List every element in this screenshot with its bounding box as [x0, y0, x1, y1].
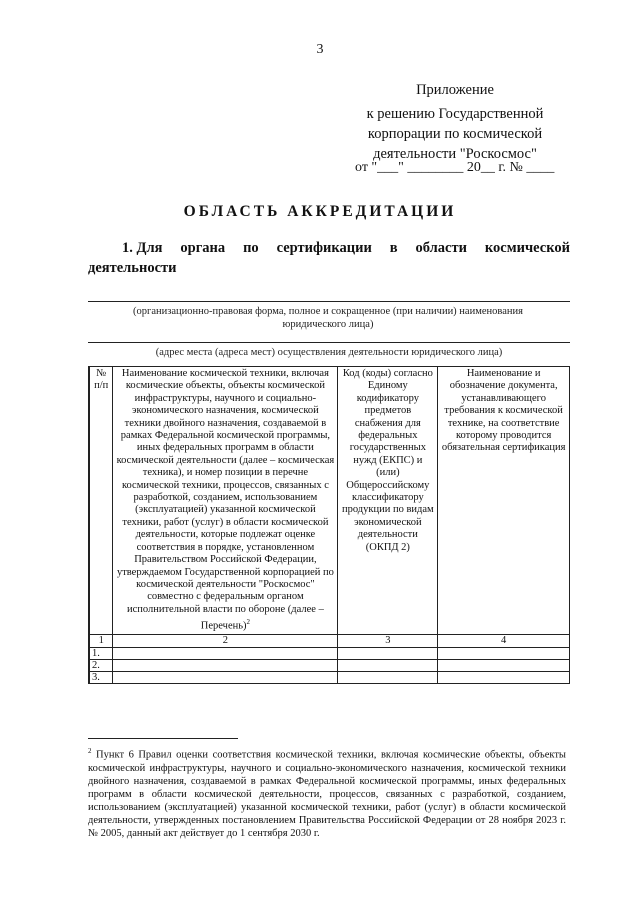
table-row	[89, 648, 570, 660]
document-title: ОБЛАСТЬ АККРЕДИТАЦИИ	[183, 203, 457, 220]
section-heading	[88, 238, 570, 278]
section-word: космической	[484, 240, 570, 256]
footnote-mark: 2	[88, 747, 92, 755]
column-number: 4	[438, 635, 570, 648]
appendix-line: к решению Государственной	[366, 106, 544, 122]
address-line	[88, 342, 570, 343]
section-word: сертификации	[276, 240, 372, 256]
table-row	[89, 672, 570, 684]
section-word: в	[389, 240, 398, 256]
table-cell	[338, 672, 438, 684]
section-heading-line1	[88, 238, 570, 258]
table-column-number-row	[89, 635, 570, 648]
table-header-cell: Код (коды) согласно Единому кодификатору предметов снабжения для федеральных государственных нужд (ЕКПС) и (или) Общероссийскому классификатору продукции по видам экономической деятельности (ОКПД 2)	[338, 367, 438, 635]
table-cell	[438, 672, 570, 684]
table-cell	[113, 660, 338, 672]
org-name-caption: (организационно-правовая форма, полное и сокращенное (при наличии) наименования юридического лица)	[133, 306, 523, 330]
footnote-mark: 2	[246, 618, 251, 627]
table-cell	[338, 648, 438, 660]
appendix-line: корпорации по космической	[367, 126, 543, 142]
table-header-cell	[113, 367, 338, 635]
column-number: 2	[113, 635, 338, 648]
org-name-line	[88, 301, 570, 302]
column-number: 3	[338, 635, 438, 648]
row-number: 2.	[89, 660, 113, 672]
footnote-text: Пункт 6 Правил оценки соответствия космической техники, включая космические объекты, объекты космической инфраструктуры, научного и социально-экономического назначения, космической техники двойного назначения, создаваемой в рамках Федеральной космической программы, иных федеральных программ в области космической деятельности, процессов, связанных с разработкой, созданием, использованием (эксплуатацией) указанной космической техники, работ (услуг) в области космической деятельности, утвержденных постановлением Правительства Российской Федерации от 28 ноября 2023 г. № 2005, данный акт действует до 1 сентября 2030 г.	[88, 749, 566, 839]
row-number: 3.	[89, 672, 113, 684]
table-header-cell: Наименование и обозначение документа, устанавливающего требования к космической технике, на соответствие которому проводится обязательная сертификация	[438, 367, 570, 635]
page-number: 3	[316, 42, 324, 57]
table-cell	[113, 648, 338, 660]
appendix-title: Приложение	[416, 82, 494, 98]
table-cell	[113, 672, 338, 684]
table-row	[89, 660, 570, 672]
table-header-row	[89, 367, 570, 635]
row-number: 1.	[89, 648, 113, 660]
header-text: Наименование космической техники, включая космические объекты, объекты космической инфраструктуры, научного и социально-экономического назначения, космической техники двойного назначения, создаваемой в рамках Федеральной космической программы, иных федеральных программ в области космической деятельности (далее – космическая техника), и номер позиции в перечне космической техники, процессов, связанных с разработкой, созданием, использованием (эксплуатацией) указанной космической техники, работ (услуг) в области космической деятельности, которые подлежат оценке соответствия в порядке, установленном Правительством Российской Федерации, утверждаемом Государственной корпорацией по космической деятельности "Роскосмос" совместно с федеральным органом исполнительной власти по обороне (далее – Перечень)	[116, 368, 335, 632]
appendix-block	[330, 80, 580, 164]
date-line: от "___" ________ 20__ г. № ____	[355, 160, 555, 175]
accreditation-table	[88, 366, 570, 684]
table-header-cell: № п/п	[89, 367, 113, 635]
column-number: 1	[89, 635, 113, 648]
section-word: органа	[180, 240, 226, 256]
table-cell	[438, 648, 570, 660]
section-word: по	[243, 240, 259, 256]
table-cell	[338, 660, 438, 672]
table-cell	[438, 660, 570, 672]
section-heading-line2: деятельности	[88, 260, 177, 276]
appendix-line: деятельности "Роскосмос"	[373, 146, 537, 162]
footnote-separator	[88, 738, 238, 739]
footnote	[88, 745, 566, 840]
section-word: области	[415, 240, 467, 256]
section-word: 1. Для	[122, 240, 163, 256]
address-caption: (адрес места (адреса мест) осуществления деятельности юридического лица)	[155, 347, 503, 358]
